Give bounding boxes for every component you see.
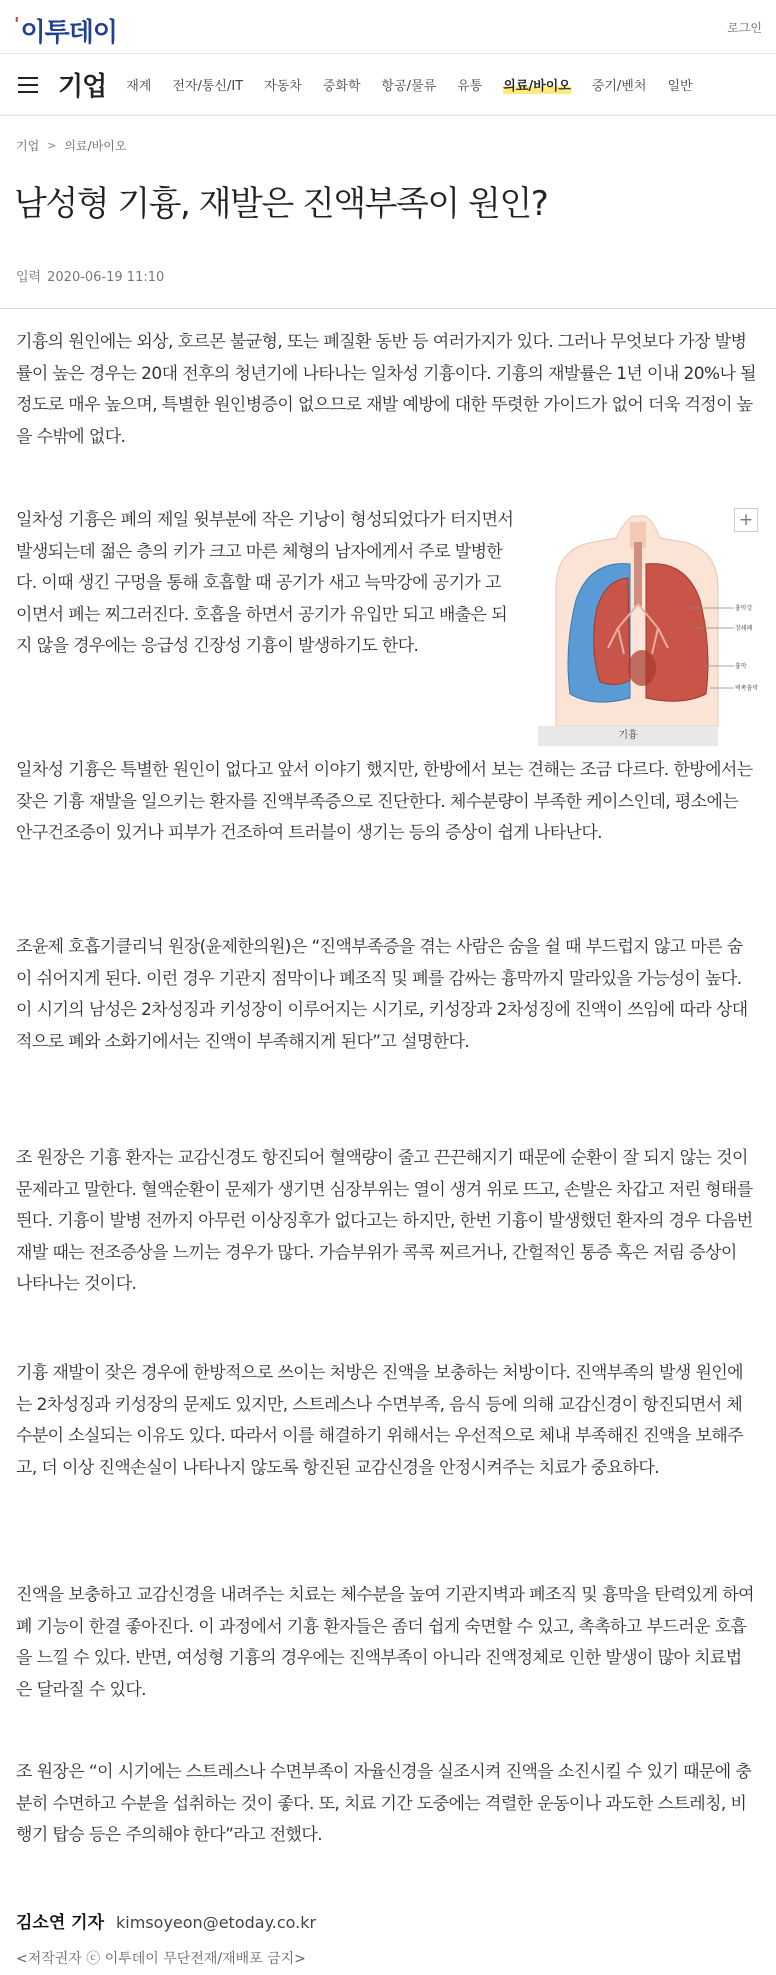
reporter-name[interactable]: 김소연 기자 xyxy=(16,1913,105,1933)
breadcrumb xyxy=(16,137,126,154)
date-value: 2020-06-19 11:10 xyxy=(47,270,165,285)
expand-image-icon[interactable]: + xyxy=(734,508,758,532)
logo-mark: ' xyxy=(14,14,19,35)
nav-items xyxy=(126,75,713,94)
article-paragraph: 기흉의 원인에는 외상, 호르몬 불균형, 또는 폐질환 동반 등 여러가지가 있다. 그러나 무엇보다 가장 발병률이 높은 경우는 20대 전후의 청년기에 나타나는 일차성 기흉이다. 기흉의 재발률은 1년 이내 20%나 될 정도로 매우 높으며, 특별한 원인병증이 없으므로 재발 예방에 대한 뚜렷한 가이드가 없어 더욱 걱정이 높을 수밖에 없다. xyxy=(16,332,756,447)
nav-item-bio[interactable]: 의료/바이오 xyxy=(503,75,571,94)
nav-item-chemical[interactable]: 중화학 xyxy=(322,79,361,94)
figure-caption: 기흉 xyxy=(538,726,718,746)
menu-icon[interactable] xyxy=(18,77,38,93)
breadcrumb-level1[interactable]: 기업 xyxy=(16,139,40,153)
nav-item-automobile[interactable]: 자동차 xyxy=(264,79,302,94)
label-lung: 장쇄폐 xyxy=(735,625,753,632)
title-divider xyxy=(0,308,776,309)
lung-illustration xyxy=(534,508,758,746)
publish-date xyxy=(16,266,164,285)
nav-item-electronics[interactable]: 전자/통신/IT xyxy=(172,79,244,94)
nav-item-jaegye[interactable]: 재계 xyxy=(126,79,152,94)
article-paragraph: 진액을 보충하고 교감신경을 내려주는 치료는 체수분을 높여 기관지벽과 폐조직 및 흉막을 탄력있게 하여 폐 기능이 한결 좋아진다. 이 과정에서 기흉 환자들은 좀더 쉽게 숙면할 수 있고, 촉촉하고 부드러운 호흡을 느낄 수 있다. 반면, 여성형 기흉의 경우에는 진액부족이 아니라 진액정체로 인한 발생이 많아 치료법은 달라질 수 있다. xyxy=(16,1585,754,1700)
nav-item-retail[interactable]: 유통 xyxy=(457,79,483,94)
article-paragraph: 조윤제 호흡기클리닉 원장(윤제한의원)은 “진액부족증을 겪는 사람은 숨을 쉴 때 부드럽지 않고 마른 숨이 쉬어지게 된다. 이런 경우 기관지 점막이나 폐조직 및 폐를 감싸는 흉막까지 말라있을 가능성이 높다. 이 시기의 남성은 2차성징과 키성장이 이루어지는 시기로, 키성장과 2차성징에 진액이 쓰임에 따라 상대적으로 폐와 소화기에서는 진액이 부족해지게 된다”고 설명한다. xyxy=(16,937,748,1052)
site-logo[interactable] xyxy=(14,12,117,49)
nav-item-general[interactable]: 일반 xyxy=(667,79,693,94)
top-bar xyxy=(0,0,776,54)
section-title[interactable]: 기업 xyxy=(58,72,107,102)
article-paragraph: 일차성 기흉은 특별한 원인이 없다고 앞서 이야기 했지만, 한방에서 보는 견해는 조금 다르다. 한방에서는 잦은 기흉 재발을 일으키는 환자를 진액부족증으로 진단한다. 체수분량이 부족한 케이스인데, 평소에는 안구건조증이 있거나 피부가 건조하여 트러블이 생기는 등의 증상이 쉽게 나타난다. xyxy=(16,760,753,843)
article-paragraph: 일차성 기흉은 폐의 제일 윗부분에 작은 기낭이 형성되었다가 터지면서 발생되는데 젊은 층의 키가 크고 마른 체형의 남자에게서 주로 발병한다. 이때 생긴 구멍을 통해 호흡할 때 공기가 새고 늑막강에 공기가 고이면서 폐는 찌그러진다. 호흡을 하면서 공기가 유입만 되고 배출은 되지 않을 경우에는 응급성 긴장성 기흉이 발생하기도 한다. xyxy=(16,510,514,656)
date-label: 입력 xyxy=(16,270,42,285)
reporter-email[interactable]: kimsoyeon@etoday.co.kr xyxy=(116,1913,317,1932)
breadcrumb-level2[interactable]: 의료/바이오 xyxy=(64,139,127,153)
login-link[interactable]: 로그인 xyxy=(727,21,762,35)
lung-diagram-figure xyxy=(534,508,758,746)
nav-item-venture[interactable]: 중기/벤처 xyxy=(591,79,647,94)
label-parietal-pleura: 벽쪽흉막 xyxy=(735,685,758,692)
copyright-notice: <저작권자 ⓒ 이투데이 무단전재/재배포 금지> xyxy=(16,1951,306,1967)
logo-text: 이투데이 xyxy=(20,18,117,48)
reporter-byline xyxy=(16,1908,316,1933)
label-pleural-cavity: 흉막강 xyxy=(735,605,753,612)
section-nav xyxy=(0,54,776,116)
article-paragraph: 조 원장은 “이 시기에는 스트레스나 수면부족이 자율신경을 실조시켜 진액을 소진시킬 수 있기 때문에 충분히 수면하고 수분을 섭취하는 것이 좋다. 또, 치료 기간 도중에는 격렬한 운동이나 과도한 스트레칭, 비행기 탑승 등은 주의해야 한다”라고 전했다. xyxy=(16,1762,752,1845)
article-paragraph: 기흉 재발이 잦은 경우에 한방적으로 쓰이는 처방은 진액을 보충하는 처방이다. 진액부족의 발생 원인에는 2차성징과 키성장의 문제도 있지만, 스트레스나 수면부족, 음식 등에 의해 교감신경이 항진되면서 체수분이 소실되는 이유도 있다. 따라서 이를 해결하기 위해서는 우선적으로 체내 부족해진 진액을 보해주고, 더 이상 진액손실이 나타나지 않도록 항진된 교감신경을 안정시켜주는 치료가 중요하다. xyxy=(16,1363,743,1478)
article-title: 남성형 기흉, 재발은 진액부족이 원인? xyxy=(14,184,548,224)
article-paragraph: 조 원장은 기흉 환자는 교감신경도 항진되어 혈액량이 줄고 끈끈해지기 때문에 순환이 잘 되지 않는 것이 문제라고 말한다. 혈액순환이 문제가 생기면 심장부위는 열이 생겨 위로 뜨고, 손발은 차갑고 저린 형태를 띈다. 기흉이 발병 전까지 아무런 이상징후가 없다고는 하지만, 한번 기흉이 발생했던 환자의 경우 다음번 재발 때는 전조증상을 느끼는 경우가 많다. 가슴부위가 콕콕 찌르거나, 간헐적인 통증 혹은 저림 증상이 나타나는 것이다. xyxy=(16,1148,753,1294)
nav-item-aviation[interactable]: 항공/물류 xyxy=(381,79,437,94)
label-pleura: 흉막 xyxy=(735,663,747,670)
breadcrumb-separator-icon: > xyxy=(47,139,57,152)
